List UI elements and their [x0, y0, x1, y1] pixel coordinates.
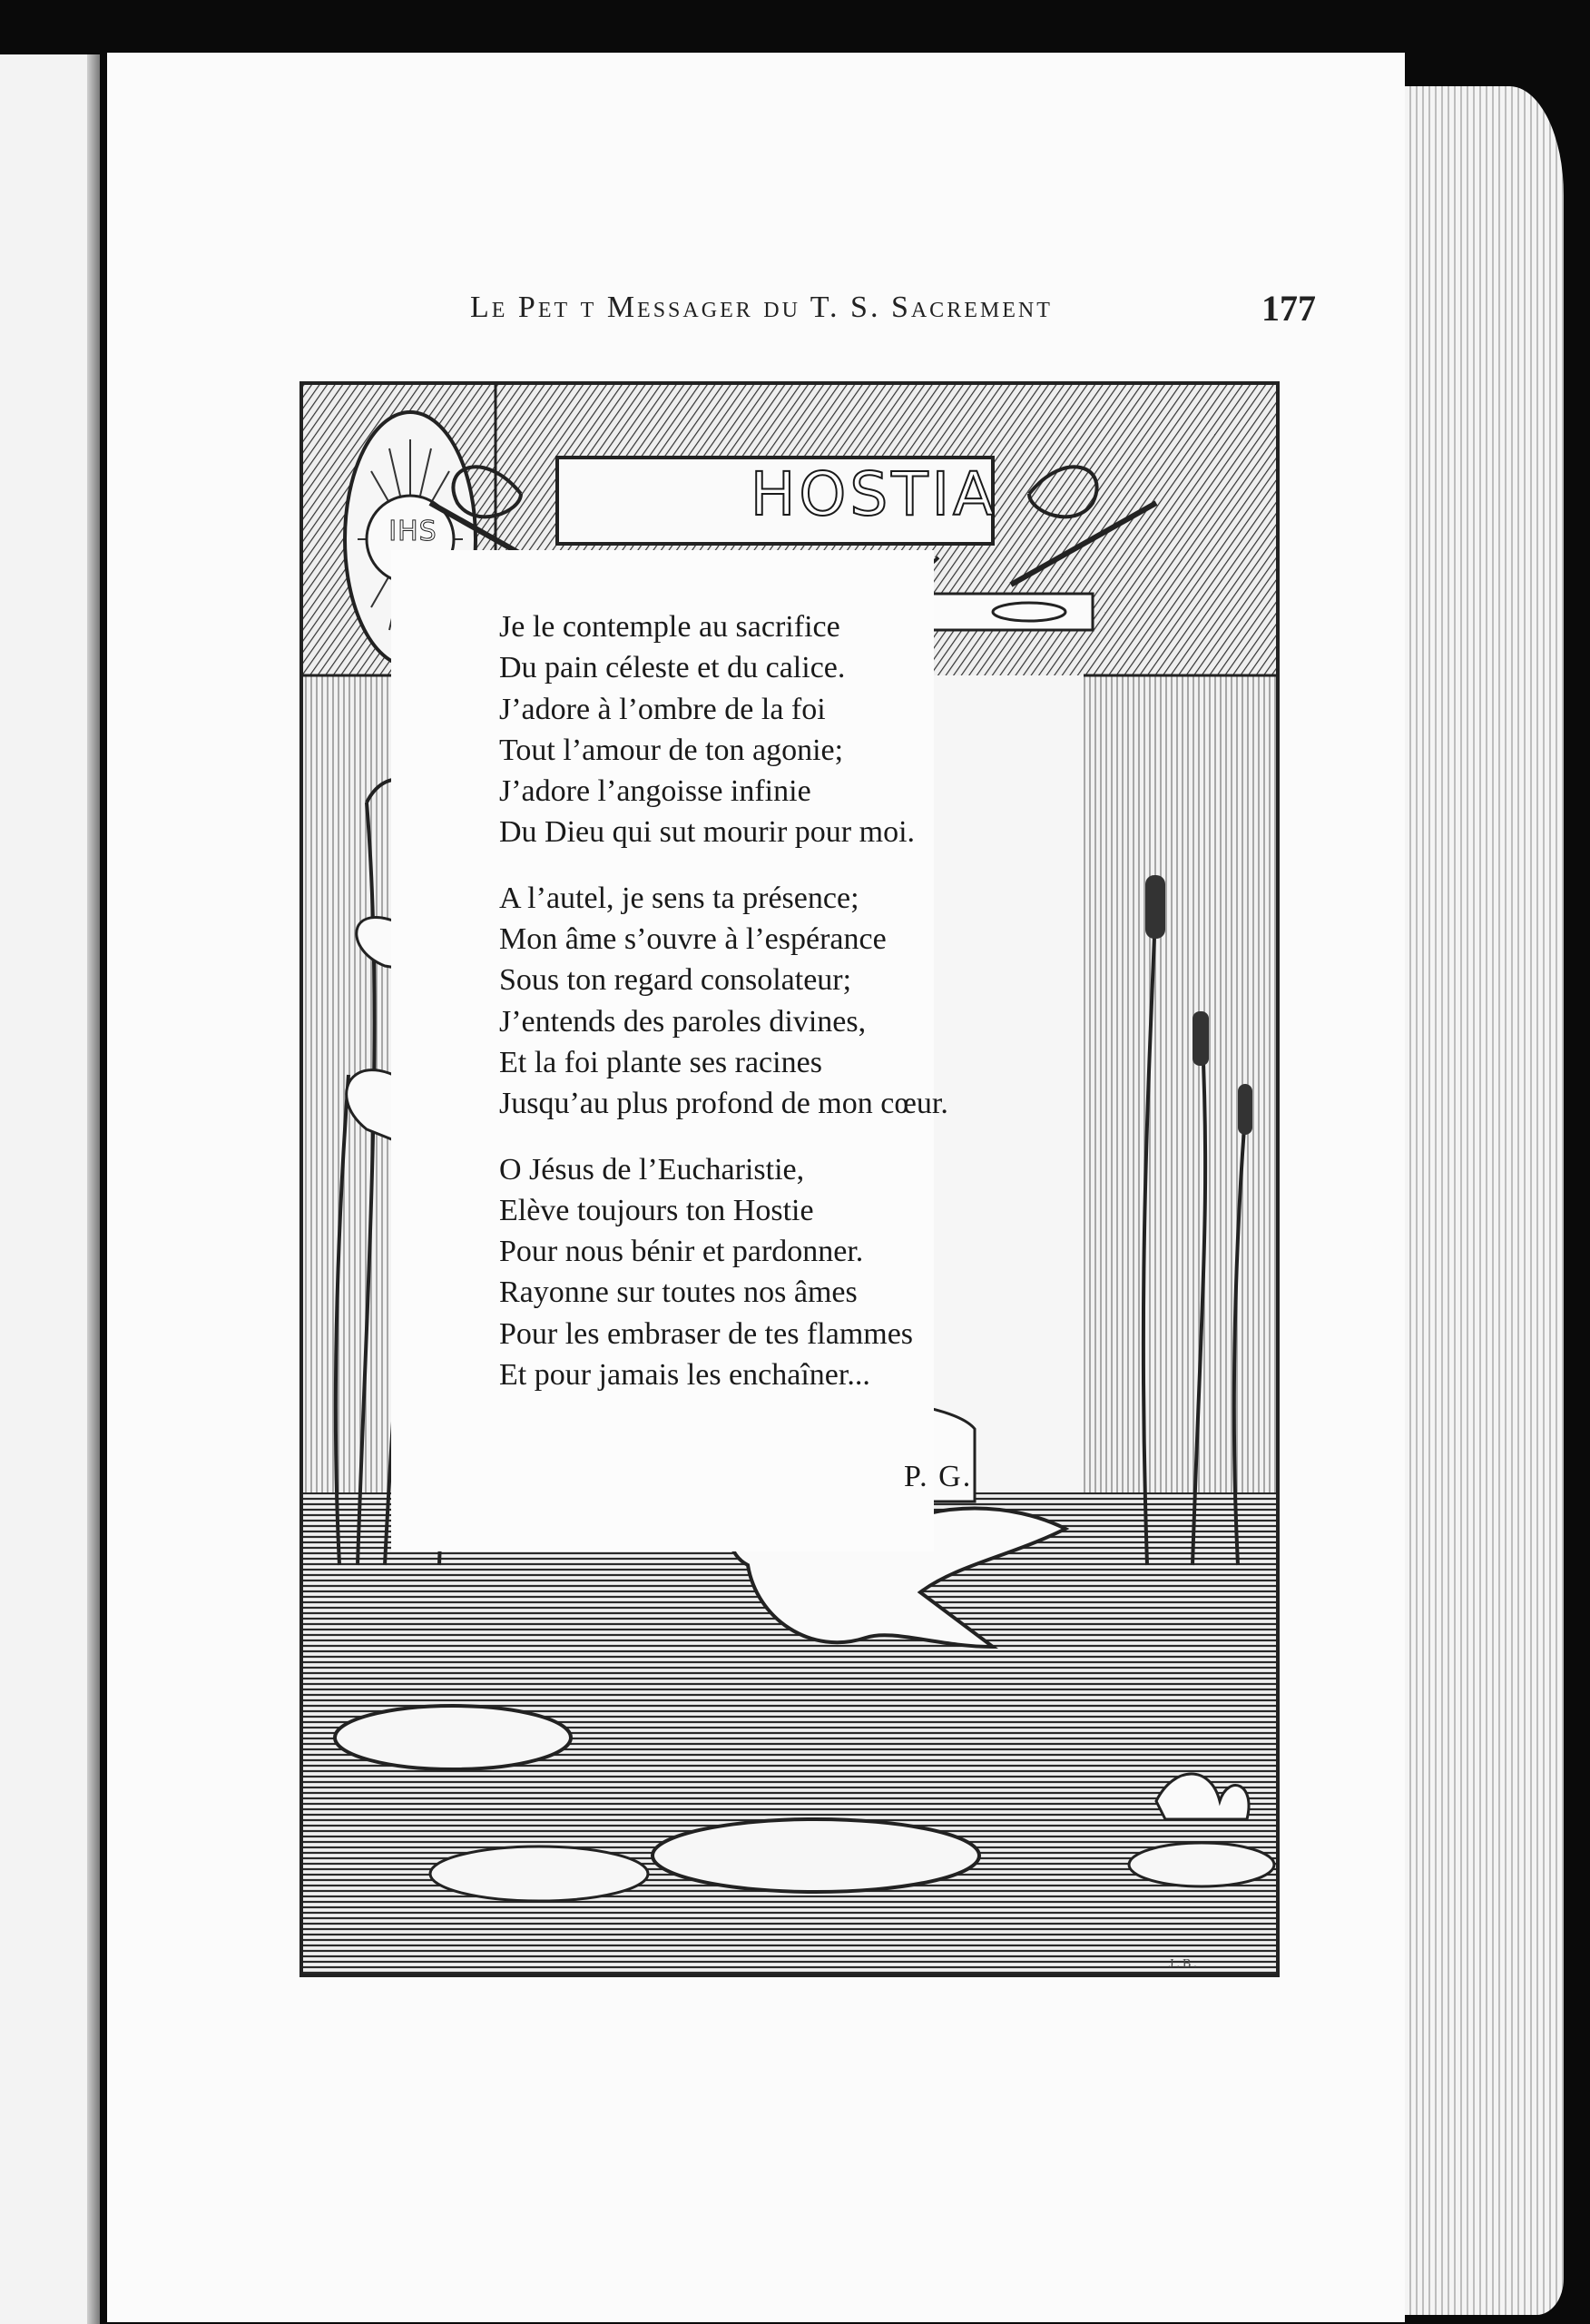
- stanza-1: [499, 606, 1062, 853]
- poem-line: Jusqu’au plus profond de mon cœur.: [499, 1087, 948, 1121]
- ihs-monogram: IHS: [388, 516, 437, 547]
- page-edges-stack: [1405, 86, 1564, 2315]
- poem-line: Je le contemple au sacrifice: [499, 610, 840, 644]
- poem-line: Et pour jamais les enchaîner...: [499, 1358, 870, 1393]
- book-page: [107, 53, 1405, 2322]
- poem-line: Tout l’amour de ton agonie;: [499, 733, 844, 767]
- poem-signature: P. G.: [904, 1460, 973, 1493]
- stanza-2: [499, 878, 1062, 1125]
- poem-line: Sous ton regard consolateur;: [499, 963, 852, 998]
- stanza-3: [499, 1149, 1062, 1396]
- poem-line: Mon âme s’ouvre à l’espérance: [499, 922, 887, 957]
- poem-line: J’adore à l’ombre de la foi: [499, 692, 826, 726]
- poem-line: Pour nous bénir et pardonner.: [499, 1235, 864, 1269]
- poem-line: Du pain céleste et du calice.: [499, 651, 846, 685]
- poem-line: Et la foi plante ses racines: [499, 1045, 822, 1079]
- poem-line: J’entends des paroles divines,: [499, 1004, 867, 1039]
- poem-line: Rayonne sur toutes nos âmes: [499, 1275, 858, 1310]
- poem-line: Pour les embraser de tes flammes: [499, 1316, 914, 1351]
- poem-line: Elève toujours ton Hostie: [499, 1193, 814, 1227]
- facing-page-edge: [0, 54, 100, 2324]
- page-number: 177: [1261, 288, 1316, 329]
- illustration-title: HOSTIA: [750, 459, 998, 529]
- poem-line: J’adore l’angoisse infinie: [499, 774, 811, 809]
- artist-mark: J.B.: [1169, 1957, 1200, 1971]
- poem-line: Du Dieu qui sut mourir pour moi.: [499, 815, 916, 850]
- poem-text: [499, 606, 1062, 1420]
- running-header: Le Pet t Messager du T. S. Sacrement: [470, 290, 1053, 324]
- book-gutter: [87, 54, 100, 2324]
- poem-line: A l’autel, je sens ta présence;: [499, 881, 859, 915]
- poem-line: O Jésus de l’Eucharistie,: [499, 1152, 805, 1187]
